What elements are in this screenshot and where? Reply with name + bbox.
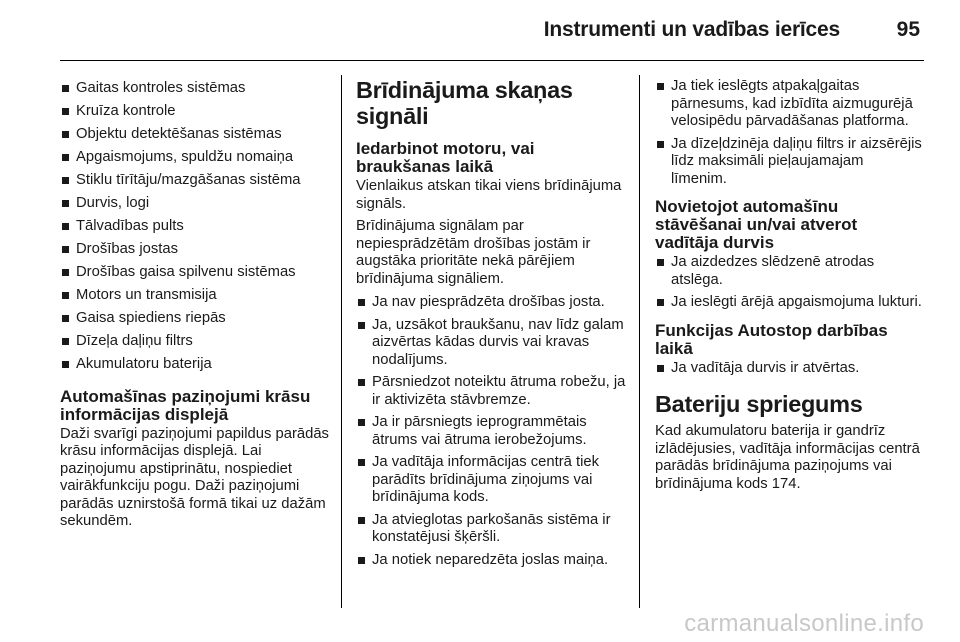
- list-item: Ja ieslēgti ārējā apgaismojuma lukturi.: [655, 294, 923, 312]
- battery-voltage-paragraph: Kad akumulatoru baterija ir gandrīz izlādējusies, vadītāja informācijas centrā parādās brīdinājuma paziņojums vai brīdinājuma kods 174.: [655, 423, 920, 492]
- notifications-paragraph: Daži svarīgi paziņojumi papildus parādās krāsu informācijas displejā. Lai paziņojumu apstiprinātu, nospiediet vairākfunkciju pogu. Daži paziņojumi parādās uznirstošā formā tikai uz dažām sekundēm.: [60, 425, 329, 529]
- list-item: Ja aizdedzes slēdzenē atrodas atslēga.: [655, 254, 923, 289]
- bullet-list-continued: [655, 78, 923, 188]
- list-item: Gaisa spiediens riepās: [60, 310, 330, 328]
- section-title-warning-chimes: Brīdinājuma skaņas signāli: [356, 77, 573, 129]
- bullet-list-chime-conditions: [356, 294, 628, 569]
- column-divider-left: [341, 75, 342, 608]
- list-item: Durvis, logi: [60, 195, 330, 213]
- list-item: Pārsniedzot noteiktu ātruma robežu, ja ir aktivizēta stāvbremze.: [356, 374, 628, 409]
- paragraph-one-signal: Vienlaikus atskan tikai viens brīdinājuma signāls.: [356, 178, 622, 212]
- list-item: Ja, uzsākot braukšanu, nav līdz galam aizvērtas kādas durvis vai kravas nodalījums.: [356, 317, 628, 370]
- list-item: Objektu detektēšanas sistēmas: [60, 126, 330, 144]
- list-item: Apgaismojums, spuldžu nomaiņa: [60, 149, 330, 167]
- list-item: Ja vadītāja informācijas centrā tiek parādīts brīdinājuma ziņojums vai brīdinājuma kods.: [356, 454, 628, 507]
- list-item: Tālvadības pults: [60, 218, 330, 236]
- bullet-list-systems: [60, 80, 330, 374]
- watermark-text: carmanualsonline.info: [684, 610, 924, 637]
- list-item: Ja vadītāja durvis ir atvērtas.: [655, 360, 923, 378]
- bullet-list-parking: [655, 254, 923, 312]
- list-item: Ja notiek neparedzēta joslas maiņa.: [356, 552, 628, 570]
- page-header-title: Instrumenti un vadības ierīces: [543, 18, 840, 41]
- list-item: Ja atvieglotas parkošanās sistēma ir konstatējusi šķēršli.: [356, 512, 628, 547]
- list-item: Ja nav piesprādzēta drošības josta.: [356, 294, 628, 312]
- list-item: Drošības jostas: [60, 241, 330, 259]
- list-item: Motors un transmisija: [60, 287, 330, 305]
- list-item: Dīzeļa daļiņu filtrs: [60, 333, 330, 351]
- subheading-autostop: Funkcijas Autostop darbības laikā: [655, 320, 888, 358]
- bullet-list-autostop: [655, 360, 923, 378]
- list-item: Kruīza kontrole: [60, 103, 330, 121]
- section-heading-notifications: Automašīnas paziņojumi krāsu informācijas displejā: [60, 386, 311, 424]
- paragraph-seatbelt-priority: Brīdinājuma signālam par nepiesprādzētām drošības jostām ir augstāka prioritāte nekā pārējiem brīdinājuma signāliem.: [356, 218, 591, 287]
- list-item: Ja ir pārsniegts ieprogrammētais ātrums vai ātruma ierobežojums.: [356, 414, 628, 449]
- column-left: [60, 70, 330, 531]
- list-item: Gaitas kontroles sistēmas: [60, 80, 330, 98]
- subheading-engine-start: Iedarbinot motoru, vai braukšanas laikā: [356, 139, 535, 176]
- header-rule: [60, 60, 924, 61]
- list-item: Drošības gaisa spilvenu sistēmas: [60, 264, 330, 282]
- list-item: Stiklu tīrītāju/mazgāšanas sistēma: [60, 172, 330, 190]
- column-right: [655, 70, 923, 493]
- section-title-battery-voltage: Bateriju spriegums: [655, 391, 863, 417]
- column-middle: [356, 70, 628, 574]
- subheading-parking: Novietojot automašīnu stāvēšanai un/vai atverot vadītāja durvis: [655, 197, 858, 252]
- page-number: 95: [896, 18, 920, 41]
- column-divider-right: [639, 75, 640, 608]
- list-item: Akumulatoru baterija: [60, 356, 330, 374]
- list-item: Ja dīzeļdzinēja daļiņu filtrs ir aizsērējis līdz maksimāli pieļaujamajam līmenim.: [655, 136, 923, 189]
- list-item: Ja tiek ieslēgts atpakaļgaitas pārnesums, kad izbīdīta aizmugurējā velosipēdu pārvadāšanas platforma.: [655, 78, 923, 131]
